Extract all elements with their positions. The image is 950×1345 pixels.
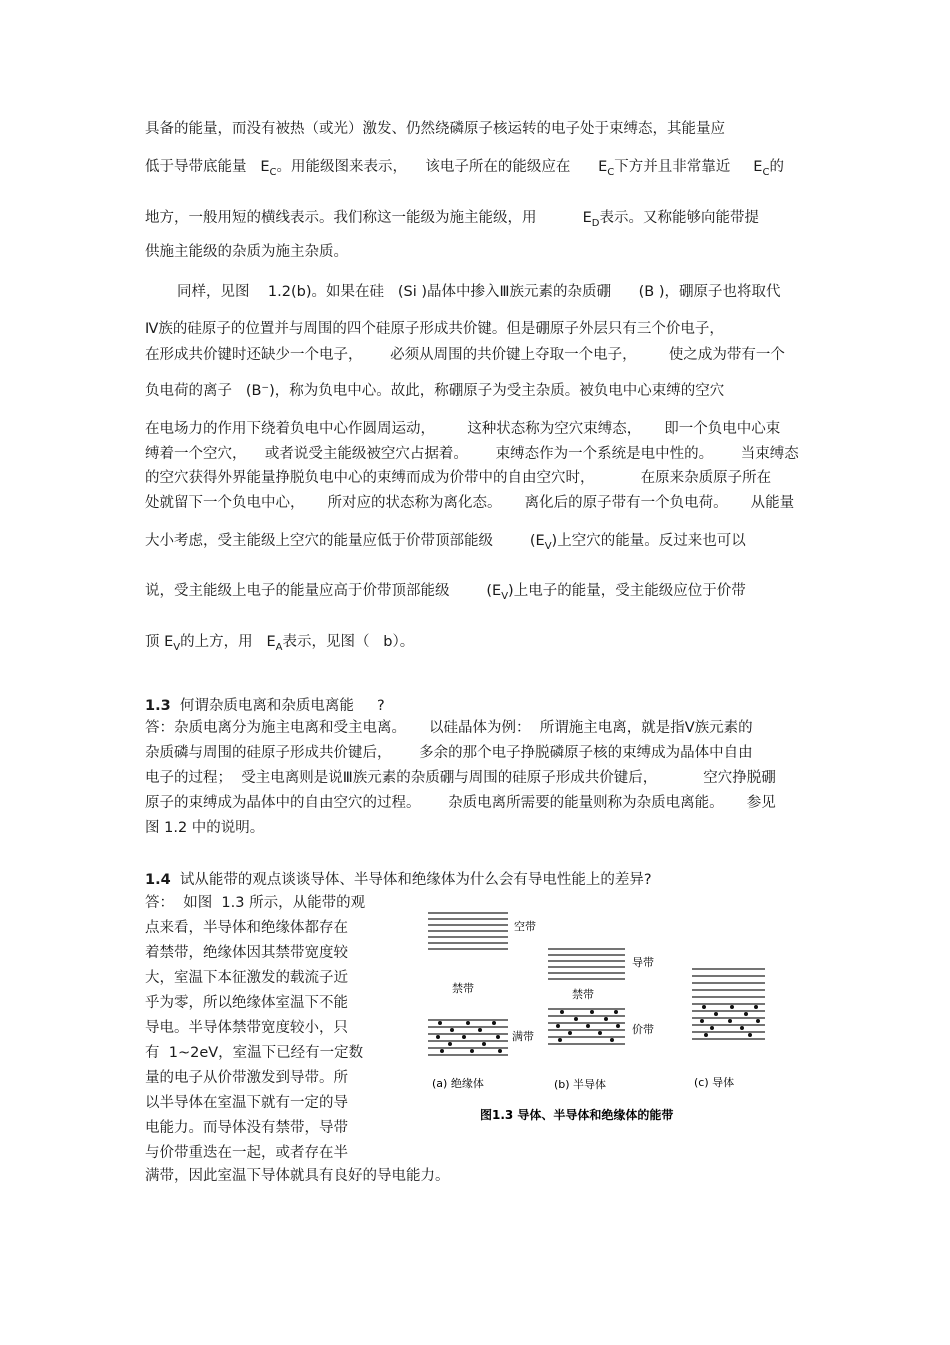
caption-semiconductor: (b) 半导体 [554,1078,607,1091]
answer-line: 电能力。而导体没有禁带，导带 [145,1120,348,1136]
caption-insulator: (a) 绝缘体 [432,1077,484,1090]
answer-line: 电子的过程； 受主电离则是说Ⅲ族元素的杂质硼与周围的硅原子形成共价键后， 空穴挣脱硼 [145,770,776,786]
label-forbidden-band-b: 禁带 [572,988,594,1001]
label-conduction-band: 导带 [632,956,654,969]
paragraph-line: 具备的能量，而没有被热（或光）激发、仍然绕磷原子核运转的电子处于束缚态，其能量应 [145,121,725,137]
paragraph-line: 大小考虑，受主能级上空穴的能量应低于价带顶部能级 $(E_V)$上空穴的能量。反过来也可以 [145,533,746,552]
answer-line: 答：杂质电离分为施主电离和受主电离。 以硅晶体为例： 所谓施主电离，就是指Ⅴ族元素的 [145,720,753,736]
answer-line: 着禁带，绝缘体因其禁带宽度较 [145,945,348,961]
paragraph-line: 缚着一个空穴， 或者说受主能级被空穴占据着。 束缚态作为一个系统是电中性的。 当束缚态 [145,446,799,462]
paragraph-line: 顶 $E_V$的上方，用 $E_A$表示，见图（ b）。 [145,634,415,653]
insulator-empty-band [428,913,508,949]
caption-conductor: (c) 导体 [694,1076,735,1089]
answer-line: 导电。半导体禁带宽度较小，只 [145,1020,348,1036]
semiconductor-conduction-band [548,949,625,979]
paragraph-line: 在电场力的作用下绕着负电中心作圆周运动， 这种状态称为空穴束缚态， 即一个负电中心束 [145,421,781,437]
paragraph-line: 在形成共价键时还缺少一个电子， 必须从周围的共价键上夺取一个电子， 使之成为带有一个 [145,347,785,363]
label-valence-band: 价带 [632,1023,654,1036]
figure-title: 图1.3 导体、半导体和绝缘体的能带 [480,1108,674,1122]
answer-line: 量的电子从价带激发到导带。所 [145,1070,348,1086]
answer-line: 原子的束缚成为晶体中的自由空穴的过程。 杂质电离所需要的能量则称为杂质电离能。 参见 [145,795,776,811]
label-forbidden-band-a: 禁带 [452,982,474,995]
answer-line: 满带，因此室温下导体就具有良好的导电能力。 [145,1168,450,1184]
paragraph-line: 地方，一般用短的横线表示。我们称这一能级为施主能级，用 $E_D$表示。又称能够向能带提 [145,210,759,229]
question-heading-1-4: 1.4 试从能带的观点谈谈导体、半导体和绝缘体为什么会有导电性能上的差异? [145,872,652,888]
answer-line: 乎为零，所以绝缘体室温下不能 [145,995,348,1011]
paragraph-line: 说，受主能级上电子的能量应高于价带顶部能级 $(E_V)$上电子的能量，受主能级应位于价带 [145,583,746,602]
energy-band-figure [420,905,820,1130]
answer-line: 图 1.2 中的说明。 [145,820,265,836]
label-full-band: 满带 [512,1030,534,1043]
paragraph-line: 低于导带底能量 $E_C$。用能级图来表示， 该电子所在的能级应在 $E_C$下方并且非常靠近 $E_C$的 [145,159,784,178]
answer-line: 与价带重迭在一起，或者存在半 [145,1145,348,1161]
answer-line: 杂质磷与周围的硅原子形成共价键后， 多余的那个电子挣脱磷原子核的束缚成为晶体中自由 [145,745,753,761]
answer-line: 有 1~2eV，室温下已经有一定数 [145,1045,364,1061]
question-heading-1-3: 1.3 何谓杂质电离和杂质电离能 ? [145,698,385,714]
conductor-band [692,969,765,1039]
paragraph-line: Ⅳ族的硅原子的位置并与周围的四个硅原子形成共价键。但是硼原子外层只有三个价电子， [145,321,724,337]
answer-line: 答： 如图 1.3 所示，从能带的观 [145,895,366,911]
paragraph-line: 的空穴获得外界能量挣脱负电中心的束缚而成为价带中的自由空穴时， 在原来杂质原子所在 [145,470,772,486]
paragraph-line: 负电荷的离子 (B⁻)，称为负电中心。故此，称硼原子为受主杂质。被负电中心束缚的空穴 [145,383,725,399]
answer-line: 点来看，半导体和绝缘体都存在 [145,920,348,936]
answer-line: 以半导体在室温下就有一定的导 [145,1095,348,1111]
paragraph-line: 同样，见图 1.2(b)。如果在硅 (Si )晶体中掺入Ⅲ族元素的杂质硼 (B )，硼原子也将取代 [177,284,781,300]
insulator-full-band [428,1020,508,1055]
answer-line: 大，室温下本征激发的载流子近 [145,970,348,986]
paragraph-line: 供施主能级的杂质为施主杂质。 [145,244,348,260]
label-empty-band: 空带 [514,920,536,933]
paragraph-line: 处就留下一个负电中心， 所对应的状态称为离化态。 离化后的原子带有一个负电荷。 从能量 [145,495,795,511]
